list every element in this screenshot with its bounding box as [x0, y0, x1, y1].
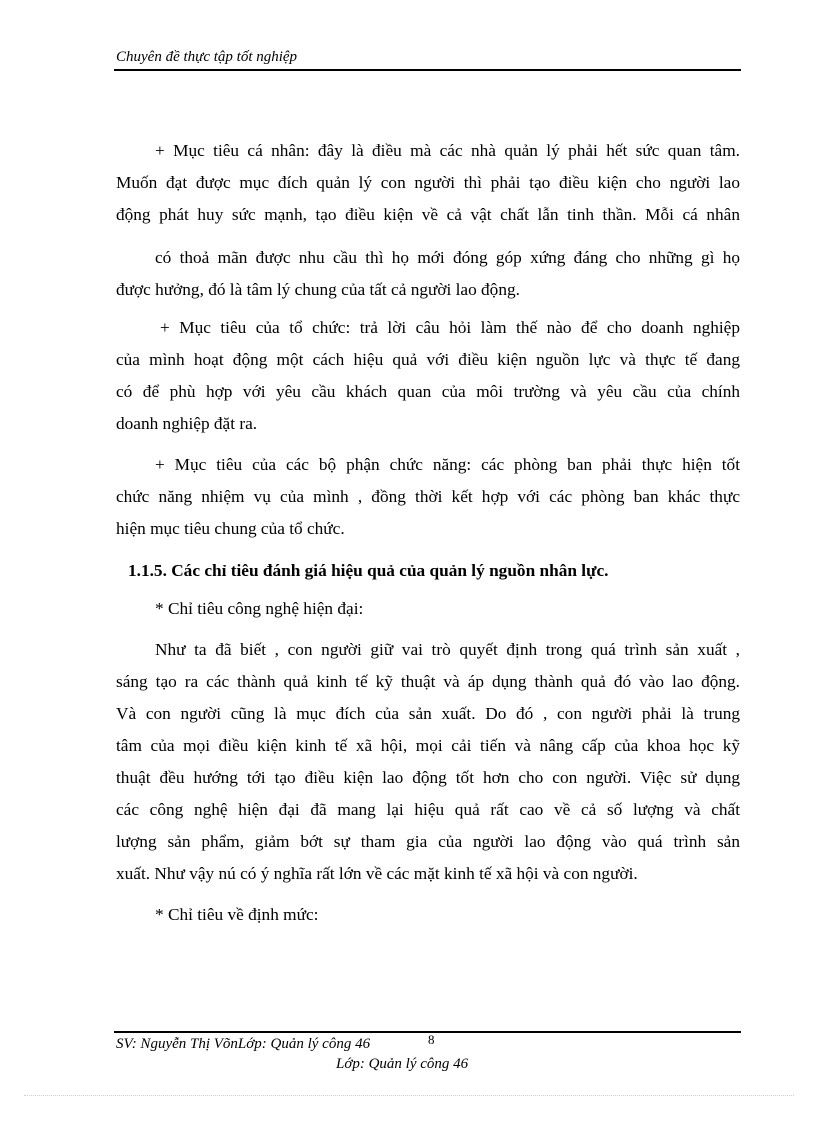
body-line-22: xuất. Như vậy nú có ý nghĩa rất lớn về các mặt kinh tế xã hội và con người. — [116, 864, 638, 883]
subheading-technology: * Chỉ tiêu công nghệ hiện đại: — [155, 599, 364, 618]
body-line-2: Muốn đạt được mục đích quản lý con người thì phải tạo điều kiện cho người lao — [116, 173, 740, 192]
body-line-5: được hưởng, đó là tâm lý chung của tất cả người lao động. — [116, 280, 520, 299]
body-line-15: Như ta đã biết , con người giữ vai trò quyết định trong quá trình sản xuất , — [155, 640, 740, 659]
body-line-16: sáng tạo ra các thành quả kinh tế kỹ thuật và áp dụng thành quả đó vào lao động. — [116, 672, 740, 691]
body-line-21: lượng sản phẩm, giảm bớt sự tham gia của người lao động vào quá trình sản — [116, 832, 740, 851]
body-line-19: thuật đều hướng tới tạo điều kiện lao động tốt hơn cho con người. Việc sử dụng — [116, 768, 740, 787]
body-line-1: + Mục tiêu cá nhân: đây là điều mà các nhà quản lý phải hết sức quan tâm. — [155, 141, 740, 160]
body-line-20: các công nghệ hiện đại đã mang lại hiệu quả rất cao về cả số lượng và chất — [116, 800, 740, 819]
body-line-17: Và con người cũng là mục đích của sản xuất. Do đó , con người phải là trung — [116, 704, 740, 723]
subheading-norms: * Chỉ tiêu về định mức: — [155, 905, 319, 924]
body-line-9: doanh nghiệp đặt ra. — [116, 414, 258, 433]
body-line-10: + Mục tiêu của các bộ phận chức năng: các phòng ban phải thực hiện tốt — [155, 455, 740, 474]
body-line-4: có thoả mãn được nhu cầu thì họ mới đóng góp xứng đáng cho những gì họ — [155, 248, 740, 267]
section-heading: 1.1.5. Các chỉ tiêu đánh giá hiệu quả của quản lý nguồn nhân lực. — [128, 561, 609, 580]
body-line-6: + Mục tiêu của tổ chức: trả lời câu hỏi làm thế nào để cho doanh nghiệp — [160, 318, 740, 337]
page-header-title: Chuyên đề thực tập tốt nghiệp — [116, 49, 298, 65]
footer-class-line: Lớp: Quản lý công 46 — [336, 1056, 469, 1072]
page-number: 8 — [428, 1032, 435, 1047]
footer-student-line: SV: Nguyễn Thị VõnLớp: Quản lý công 46 — [116, 1036, 371, 1052]
header-rule — [114, 69, 741, 71]
body-line-3: động phát huy sức mạnh, tạo điều kiện về cả vật chất lẫn tinh thần. Mỗi cá nhân — [116, 205, 740, 224]
body-line-8: có để phù hợp với yêu cầu khách quan của môi trường và yêu cầu của chính — [116, 382, 740, 401]
body-line-7: của mình hoạt động một cách hiệu quả với điều kiện nguồn lực và thực tế đang — [116, 350, 740, 369]
body-line-12: hiện mục tiêu chung của tổ chức. — [116, 519, 345, 538]
body-line-18: tâm của mọi điều kiện kinh tế xã hội, mọi cải tiến và nâng cấp của khoa học kỹ — [116, 736, 740, 755]
page-edge-divider — [24, 1095, 794, 1096]
body-line-11: chức năng nhiệm vụ của mình , đồng thời kết hợp với các phòng ban khác thực — [116, 487, 740, 506]
